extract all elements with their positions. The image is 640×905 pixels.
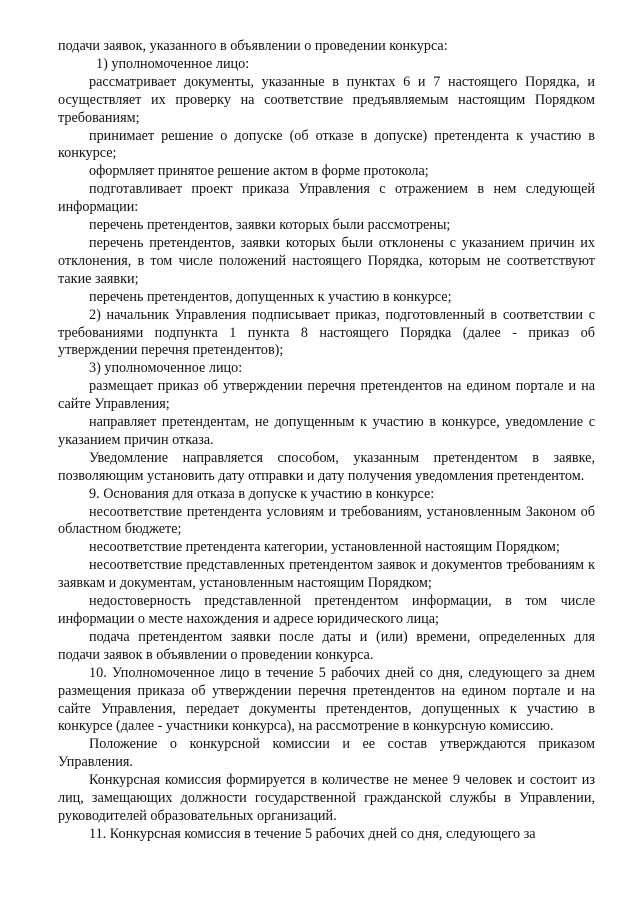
paragraph: недостоверность представленной претендентом информации, в том числе информации о месте нахождения и адресе юридического лица; [58,593,595,627]
paragraph: направляет претендентам, не допущенным к участию в конкурсе, уведомление с указанием причин отказа. [58,414,595,448]
paragraph: 11. Конкурсная комиссия в течение 5 рабочих дней со дня, следующего за [89,825,536,842]
paragraph: 1) уполномоченное лицо: [96,55,250,72]
paragraph: подготавливает проект приказа Управления с отражением в нем следующей информации: [58,181,595,216]
paragraph: принимает решение о допуске (об отказе в допуске) претендента к участию в конкурсе; [58,127,595,162]
paragraph: несоответствие представленных претендентом заявок и документов требованиям к заявкам и документам, установленным настоящим Порядком; [58,557,595,592]
paragraph: подача претендентом заявки после даты и (или) времени, определенных для подачи заявок в объявлении о проведении конкурса. [58,628,595,663]
paragraph: 10. Уполномоченное лицо в течение 5 рабочих дней со дня, следующего за днем размещения приказа об утверждении перечня претендентов на едином портале и на сайте Управления, передает документы претендентов, допущенных к участию в конкурсе (далее - участники конкурса), на рассмотрение в конкурсную комиссию. [58,664,595,735]
paragraph: перечень претендентов, допущенных к участию в конкурсе; [89,288,452,305]
paragraph: размещает приказ об утверждении перечня претендентов на едином портале и на сайте Управления; [58,378,595,413]
paragraph: рассматривает документы, указанные в пунктах 6 и 7 настоящего Порядка, и осуществляет их проверку на соответствие предъявляемым настоящим Порядком требованиям; [58,73,595,126]
paragraph: 2) начальник Управления подписывает приказ, подготовленный в соответствии с требованиями подпункта 1 пункта 8 настоящего Порядка (далее - приказ об утверждении перечня претендентов); [58,306,595,359]
paragraph: 9. Основания для отказа в допуске к участию в конкурсе: [89,485,435,502]
paragraph: Уведомление направляется способом, указанным претендентом в заявке, позволяющим установить дату отправки и дату получения уведомления претендентом. [58,449,595,484]
paragraph: 3) уполномоченное лицо: [89,360,243,377]
paragraph: перечень претендентов, заявки которых были отклонены с указанием причин их отклонения, в том числе положений настоящего Порядка, которым не соответствуют такие заявки; [58,234,595,287]
paragraph: перечень претендентов, заявки которых были рассмотрены; [89,217,451,234]
paragraph: несоответствие претендента условиям и требованиям, установленным Законом об областном бюджете; [58,503,595,538]
document-page [58,38,595,844]
paragraph: оформляет принятое решение актом в форме протокола; [89,163,429,180]
paragraph: Положение о конкурсной комиссии и ее состав утверждаются приказом Управления. [58,736,595,771]
paragraph: несоответствие претендента категории, установленной настоящим Порядком; [89,539,560,556]
paragraph: подачи заявок, указанного в объявлении о проведении конкурса: [58,38,448,54]
paragraph: Конкурсная комиссия формируется в количестве не менее 9 человек и состоит из лиц, замещающих должности государственной гражданской службы в Управлении, руководителей образовательных организаций. [58,772,595,824]
